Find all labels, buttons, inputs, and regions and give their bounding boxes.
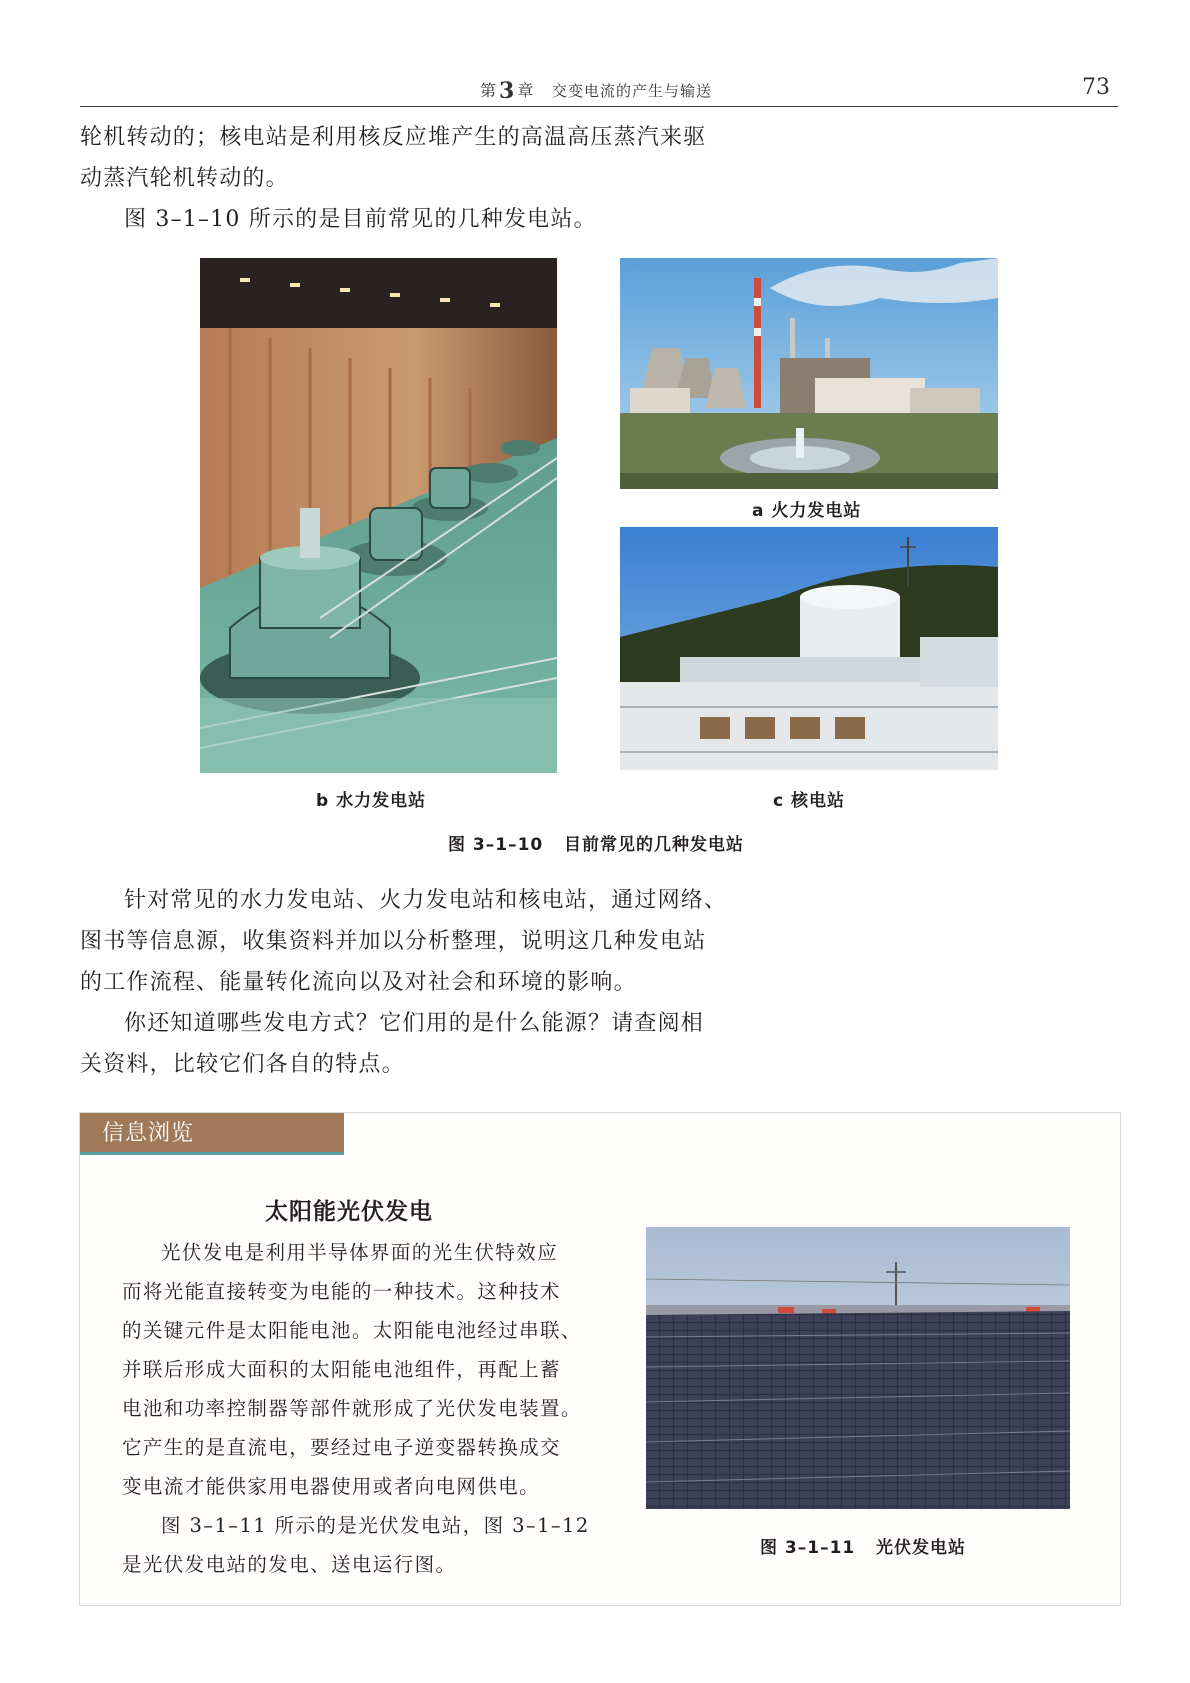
info-line: 变电流才能供家用电器使用或者向电网供电。 <box>122 1475 541 1498</box>
activity-line-4: 你还知道哪些发电方式？它们用的是什么能源？请查阅相 <box>124 1011 705 1036</box>
page-header <box>80 70 1118 107</box>
chapter-title: 交变电流的产生与输送 <box>552 82 713 100</box>
activity-line-2: 图书等信息源，收集资料并加以分析整理，说明这几种发电站 <box>80 929 707 954</box>
info-heading: 太阳能光伏发电 <box>265 1199 433 1225</box>
info-line: 电池和功率控制器等部件就形成了光伏发电装置。 <box>122 1397 582 1420</box>
figure-reference: 图 3–1–10 所示的是目前常见的几种发电站。 <box>124 207 597 232</box>
info-line: 并联后形成大面积的太阳能电池组件，再配上蓄 <box>122 1358 561 1381</box>
caption-hydro: b 水力发电站 <box>316 791 427 811</box>
chapter-suffix: 章 <box>517 81 535 100</box>
info-line: 而将光能直接转变为电能的一种技术。这种技术 <box>122 1280 561 1303</box>
figure-3-1-11-caption: 图 3–1–11 光伏发电站 <box>760 1538 966 1558</box>
info-browse-tab: 信息浏览 <box>80 1113 344 1155</box>
activity-line-3: 的工作流程、能量转化流向以及对社会和环境的影响。 <box>80 970 637 995</box>
thermal-station-photo <box>620 258 998 489</box>
intro-line-1: 轮机转动的；核电站是利用核反应堆产生的高温高压蒸汽来驱 <box>80 125 707 150</box>
activity-line-5: 关资料，比较它们各自的特点。 <box>80 1052 405 1077</box>
nuclear-station-photo <box>620 527 998 770</box>
activity-line-1: 针对常见的水力发电站、火力发电站和核电站，通过网络、 <box>124 888 728 913</box>
chapter-prefix: 第 <box>480 81 498 100</box>
intro-line-2: 动蒸汽轮机转动的。 <box>80 166 289 191</box>
solar-station-photo <box>646 1227 1070 1509</box>
chapter-number: 3 <box>499 78 516 104</box>
info-line: 光伏发电是利用半导体界面的光生伏特效应 <box>161 1241 559 1264</box>
activity-text <box>80 880 760 1085</box>
info-line: 的关键元件是太阳能电池。太阳能电池经过串联、 <box>122 1319 582 1342</box>
info-line: 是光伏发电站的发电、送电运行图。 <box>122 1553 457 1576</box>
info-line: 它产生的是直流电，要经过电子逆变器转换成交 <box>122 1436 561 1459</box>
hydro-station-photo <box>200 258 557 773</box>
info-line: 图 3–1–11 所示的是光伏发电站，图 3–1–12 <box>161 1514 590 1537</box>
intro-paragraph <box>80 117 760 240</box>
info-body <box>122 1233 662 1584</box>
caption-nuclear: c 核电站 <box>773 791 845 811</box>
page-number: 73 <box>1082 75 1110 100</box>
info-browse-box <box>79 1112 1121 1606</box>
chapter-label <box>480 78 534 104</box>
caption-thermal: a 火力发电站 <box>752 501 862 521</box>
figure-3-1-10-caption: 图 3–1–10 目前常见的几种发电站 <box>448 835 744 855</box>
